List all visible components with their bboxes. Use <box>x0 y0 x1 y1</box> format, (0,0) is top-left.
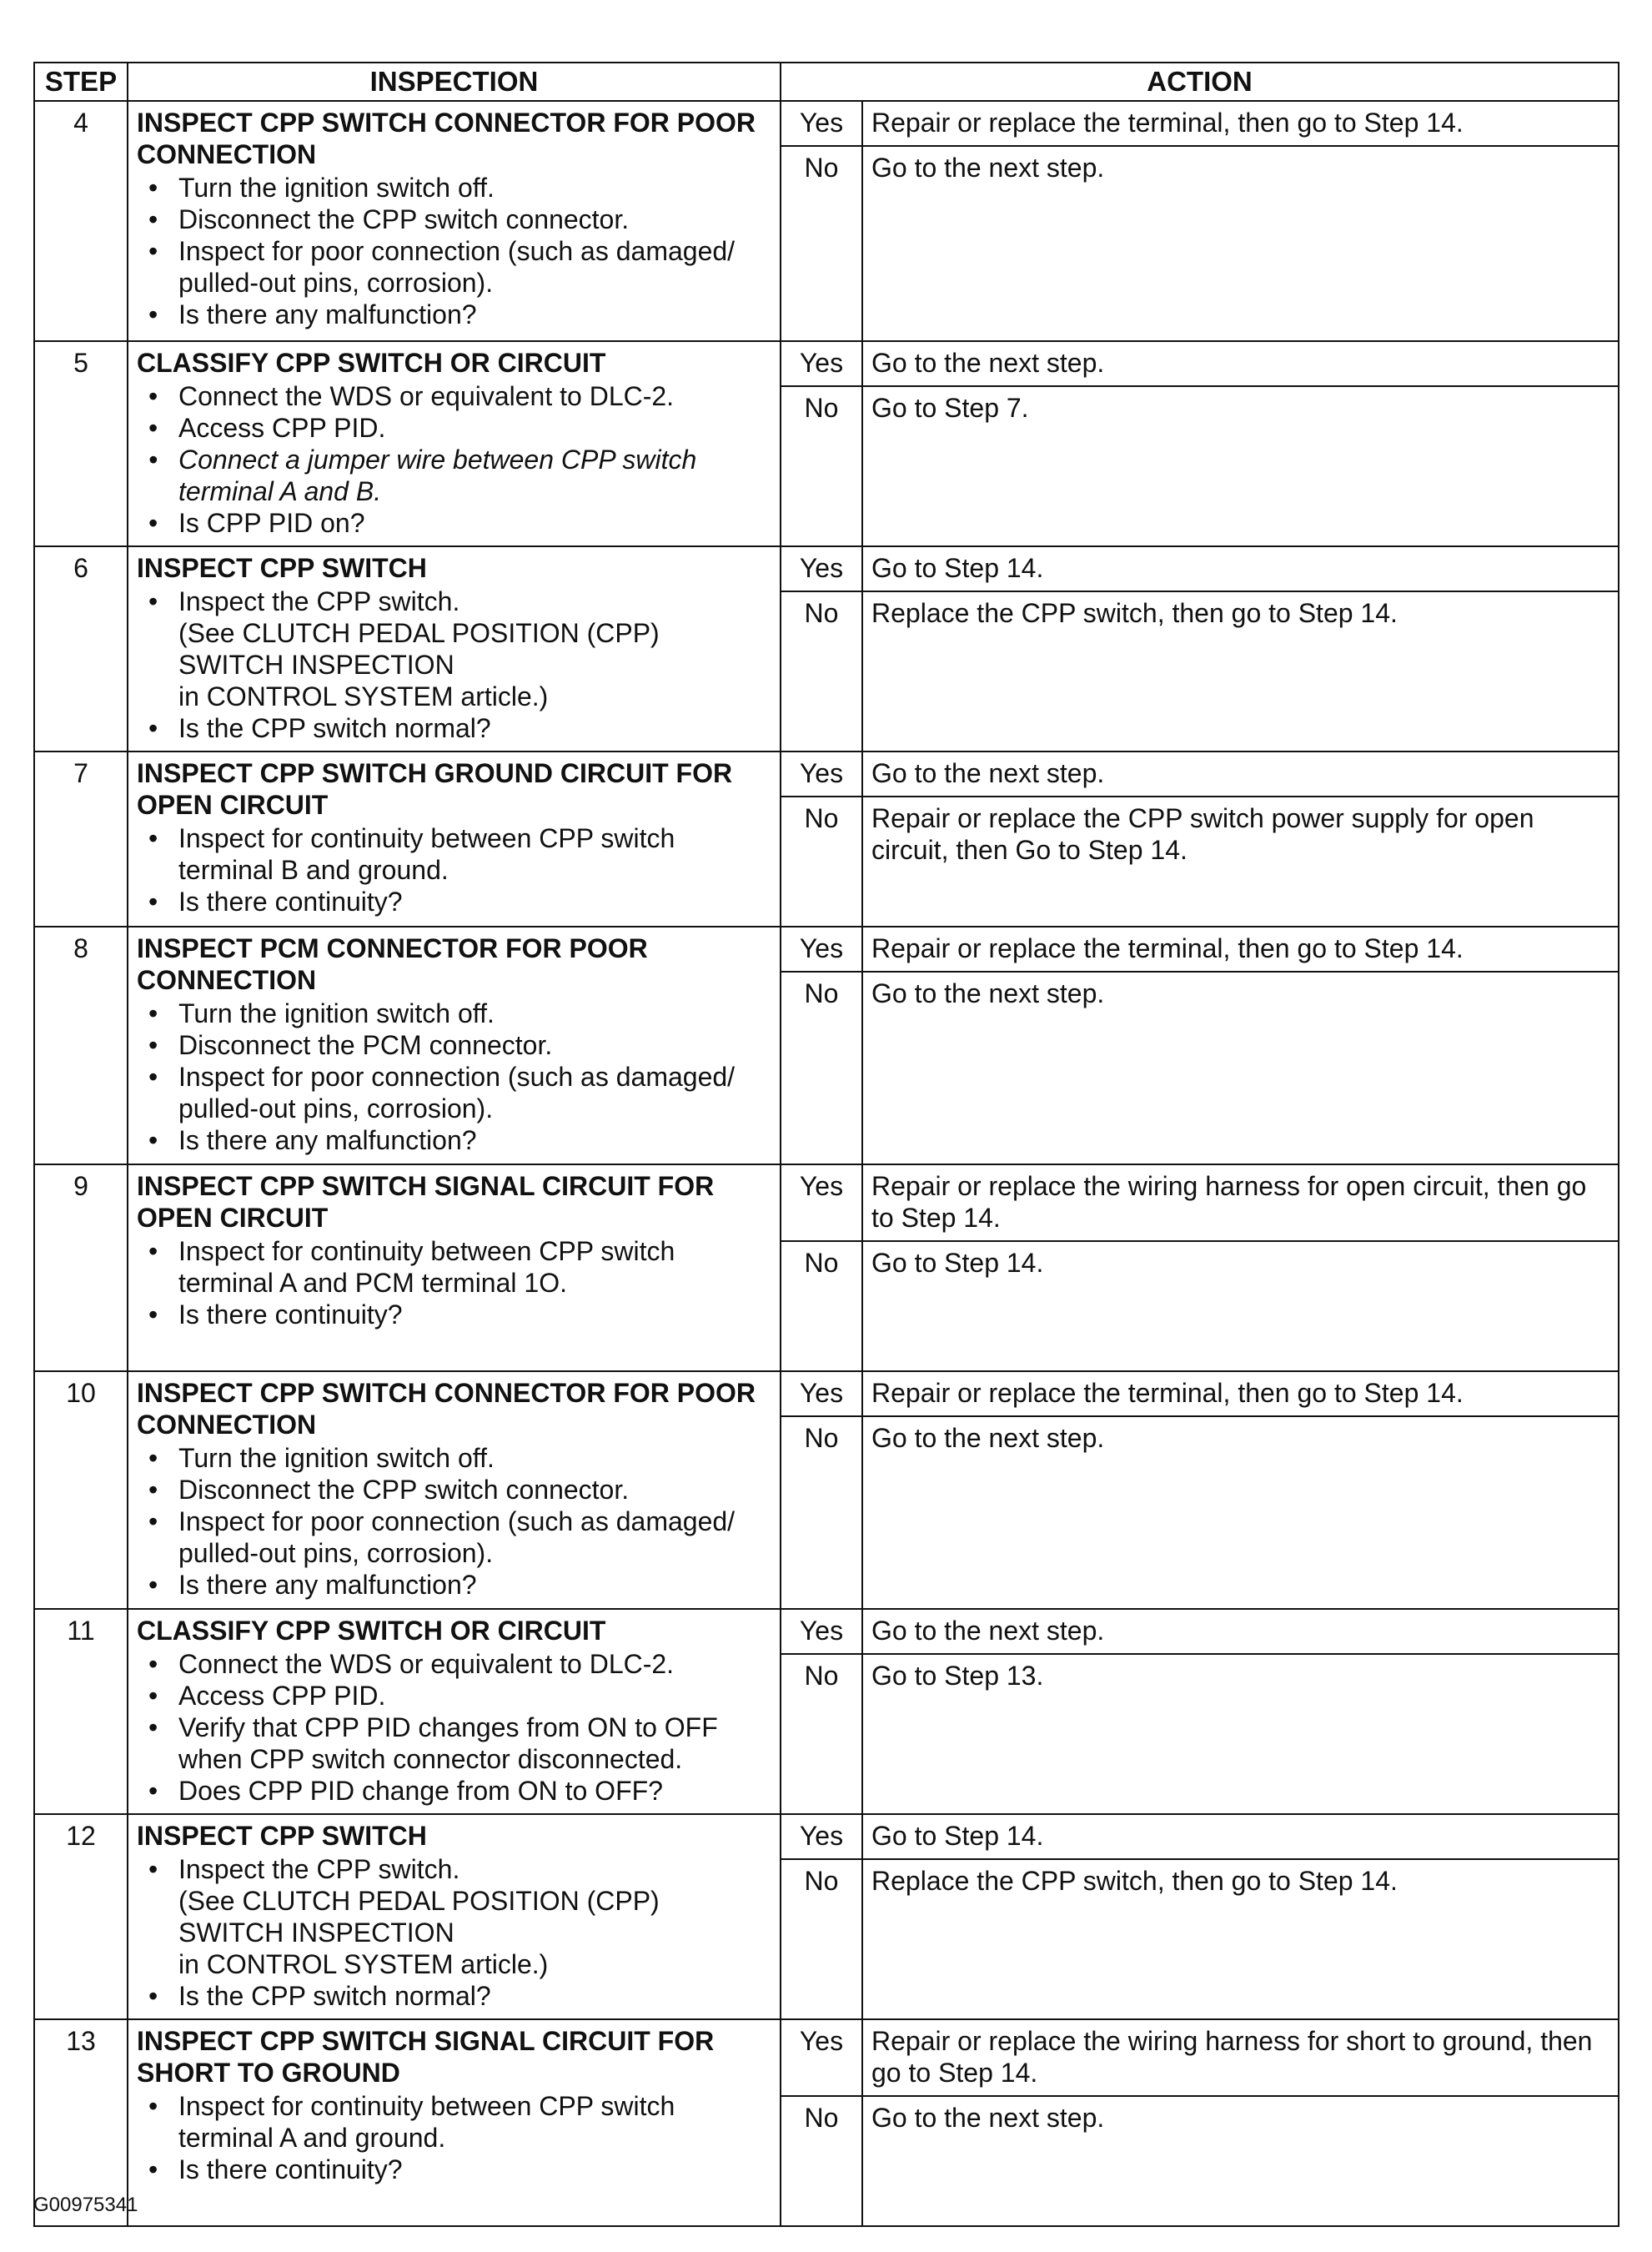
header-action: ACTION <box>781 63 1619 101</box>
table-row <box>34 546 1619 591</box>
inspection-bullet: • Turn the ignition switch off. <box>137 172 771 204</box>
table-row <box>34 2019 1619 2096</box>
no-action: Repair or replace the CPP switch power supply for open circuit, then Go to Step 14. <box>862 797 1619 927</box>
table-row <box>34 1164 1619 1241</box>
figure-id: G00975341 <box>33 2194 138 2216</box>
inspection-bullet: • Turn the ignition switch off. <box>137 998 771 1029</box>
inspection-bullet: • Access CPP PID. <box>137 412 771 444</box>
yes-action: Go to Step 14. <box>862 1814 1619 1859</box>
inspection-cell <box>128 2019 781 2226</box>
inspection-title: INSPECT CPP SWITCH CONNECTOR FOR POOR CONNECTION <box>137 1378 756 1440</box>
inspection-bullet: • Is CPP PID on? <box>137 507 771 539</box>
inspection-title: CLASSIFY CPP SWITCH OR CIRCUIT <box>137 1616 606 1646</box>
yes-label: Yes <box>781 1371 862 1416</box>
no-label: No <box>781 386 862 546</box>
inspection-bullet: • Is there continuity? <box>137 886 771 917</box>
yes-label: Yes <box>781 1609 862 1654</box>
table-body <box>34 101 1619 2226</box>
yes-label: Yes <box>781 101 862 146</box>
inspection-bullets <box>137 2090 771 2185</box>
table-row <box>34 101 1619 146</box>
inspection-title: CLASSIFY CPP SWITCH OR CIRCUIT <box>137 348 606 378</box>
inspection-title: INSPECT CPP SWITCH SIGNAL CIRCUIT FOR OPEN CIRCUIT <box>137 1171 715 1233</box>
inspection-cell <box>128 341 781 546</box>
yes-label: Yes <box>781 341 862 386</box>
yes-action: Repair or replace the terminal, then go to Step 14. <box>862 927 1619 972</box>
yes-label: Yes <box>781 752 862 797</box>
inspection-bullet: • Is there any malfunction? <box>137 1569 771 1601</box>
no-label: No <box>781 1654 862 1814</box>
inspection-cell <box>128 546 781 752</box>
inspection-bullet: • Is there any malfunction? <box>137 299 771 330</box>
inspection-title: INSPECT CPP SWITCH SIGNAL CIRCUIT FOR SHORT TO GROUND <box>137 2026 715 2088</box>
table-row <box>34 1609 1619 1654</box>
step-number: 10 <box>34 1371 128 1609</box>
yes-label: Yes <box>781 927 862 972</box>
table-row <box>34 1814 1619 1859</box>
no-label: No <box>781 591 862 752</box>
inspection-bullets <box>137 1648 771 1807</box>
inspection-bullets <box>137 586 771 744</box>
no-label: No <box>781 1241 862 1371</box>
yes-action: Repair or replace the wiring harness for short to ground, then go to Step 14. <box>862 2019 1619 2096</box>
inspection-bullet: • Inspect for continuity between CPP switch terminal A and ground. <box>137 2090 771 2154</box>
no-label: No <box>781 2096 862 2226</box>
inspection-bullet: • Verify that CPP PID changes from ON to OFF when CPP switch connector disconnected. <box>137 1712 771 1775</box>
table-header-row <box>34 63 1619 101</box>
inspection-bullet: • Access CPP PID. <box>137 1680 771 1712</box>
no-action: Go to the next step. <box>862 1416 1619 1609</box>
inspection-bullet: • Is the CPP switch normal? <box>137 1980 771 2012</box>
inspection-bullet: • Disconnect the CPP switch connector. <box>137 1474 771 1506</box>
inspection-bullet: • Disconnect the CPP switch connector. <box>137 204 771 235</box>
inspection-cell <box>128 1371 781 1609</box>
header-inspection: INSPECTION <box>128 63 781 101</box>
inspection-title: INSPECT PCM CONNECTOR FOR POOR CONNECTION <box>137 933 648 995</box>
inspection-bullets <box>137 1442 771 1601</box>
inspection-bullets <box>137 1235 771 1330</box>
inspection-bullets <box>137 380 771 539</box>
diagnostic-table <box>33 62 1619 2227</box>
inspection-bullet: • Is there continuity? <box>137 2154 771 2185</box>
no-label: No <box>781 146 862 341</box>
yes-action: Repair or replace the wiring harness for open circuit, then go to Step 14. <box>862 1164 1619 1241</box>
inspection-bullet: • Inspect the CPP switch. (See CLUTCH PEDAL POSITION (CPP) SWITCH INSPECTION in CONTROL SYSTEM article.) <box>137 586 771 712</box>
no-action: Go to the next step. <box>862 146 1619 341</box>
inspection-bullet: • Disconnect the PCM connector. <box>137 1029 771 1061</box>
no-action: Go to the next step. <box>862 2096 1619 2226</box>
inspection-bullets <box>137 998 771 1156</box>
step-number: 4 <box>34 101 128 341</box>
step-number: 7 <box>34 752 128 927</box>
table-row <box>34 752 1619 797</box>
inspection-bullet: • Connect the WDS or equivalent to DLC-2. <box>137 1648 771 1680</box>
inspection-bullet: • Turn the ignition switch off. <box>137 1442 771 1474</box>
yes-action: Go to the next step. <box>862 341 1619 386</box>
inspection-cell <box>128 101 781 341</box>
inspection-title: INSPECT CPP SWITCH <box>137 553 427 583</box>
inspection-bullet: • Connect a jumper wire between CPP switch terminal A and B. <box>137 444 771 507</box>
inspection-cell <box>128 927 781 1164</box>
step-number: 9 <box>34 1164 128 1371</box>
header-step: STEP <box>34 63 128 101</box>
inspection-bullets <box>137 1853 771 2012</box>
yes-label: Yes <box>781 2019 862 2096</box>
yes-action: Go to the next step. <box>862 1609 1619 1654</box>
inspection-bullet: • Connect the WDS or equivalent to DLC-2. <box>137 380 771 412</box>
table-row <box>34 341 1619 386</box>
no-action: Go to the next step. <box>862 972 1619 1164</box>
step-number: 6 <box>34 546 128 752</box>
no-action: Replace the CPP switch, then go to Step 14. <box>862 1859 1619 2019</box>
no-action: Go to Step 7. <box>862 386 1619 546</box>
inspection-cell <box>128 752 781 927</box>
inspection-bullet: • Does CPP PID change from ON to OFF? <box>137 1775 771 1807</box>
step-number: 5 <box>34 341 128 546</box>
inspection-bullets <box>137 822 771 917</box>
yes-label: Yes <box>781 1164 862 1241</box>
inspection-cell <box>128 1164 781 1371</box>
yes-action: Go to the next step. <box>862 752 1619 797</box>
inspection-bullet: • Inspect for continuity between CPP switch terminal B and ground. <box>137 822 771 886</box>
yes-action: Repair or replace the terminal, then go to Step 14. <box>862 101 1619 146</box>
inspection-bullet: • Is there continuity? <box>137 1299 771 1330</box>
inspection-title: INSPECT CPP SWITCH <box>137 1821 427 1851</box>
step-number: 12 <box>34 1814 128 2019</box>
no-action: Go to Step 13. <box>862 1654 1619 1814</box>
inspection-bullet: • Inspect for poor connection (such as damaged/ pulled-out pins, corrosion). <box>137 235 771 299</box>
step-number: 8 <box>34 927 128 1164</box>
step-number: 13 <box>34 2019 128 2226</box>
inspection-bullet: • Inspect for continuity between CPP switch terminal A and PCM terminal 1O. <box>137 1235 771 1299</box>
no-action: Go to Step 14. <box>862 1241 1619 1371</box>
inspection-cell <box>128 1814 781 2019</box>
inspection-title: INSPECT CPP SWITCH CONNECTOR FOR POOR CONNECTION <box>137 108 756 169</box>
diagnostic-document <box>33 62 1618 2227</box>
inspection-bullet: • Inspect for poor connection (such as damaged/ pulled-out pins, corrosion). <box>137 1061 771 1124</box>
no-label: No <box>781 797 862 927</box>
inspection-bullets <box>137 172 771 330</box>
table-row <box>34 927 1619 972</box>
yes-action: Go to Step 14. <box>862 546 1619 591</box>
yes-label: Yes <box>781 546 862 591</box>
inspection-bullet: • Is the CPP switch normal? <box>137 712 771 744</box>
inspection-title: INSPECT CPP SWITCH GROUND CIRCUIT FOR OPEN CIRCUIT <box>137 758 733 820</box>
no-label: No <box>781 972 862 1164</box>
yes-label: Yes <box>781 1814 862 1859</box>
no-label: No <box>781 1416 862 1609</box>
yes-action: Repair or replace the terminal, then go to Step 14. <box>862 1371 1619 1416</box>
inspection-bullet: • Inspect for poor connection (such as damaged/ pulled-out pins, corrosion). <box>137 1506 771 1569</box>
step-number: 11 <box>34 1609 128 1814</box>
inspection-bullet: • Inspect the CPP switch. (See CLUTCH PEDAL POSITION (CPP) SWITCH INSPECTION in CONTROL SYSTEM article.) <box>137 1853 771 1980</box>
no-label: No <box>781 1859 862 2019</box>
no-action: Replace the CPP switch, then go to Step 14. <box>862 591 1619 752</box>
table-row <box>34 1371 1619 1416</box>
inspection-bullet: • Is there any malfunction? <box>137 1124 771 1156</box>
inspection-cell <box>128 1609 781 1814</box>
